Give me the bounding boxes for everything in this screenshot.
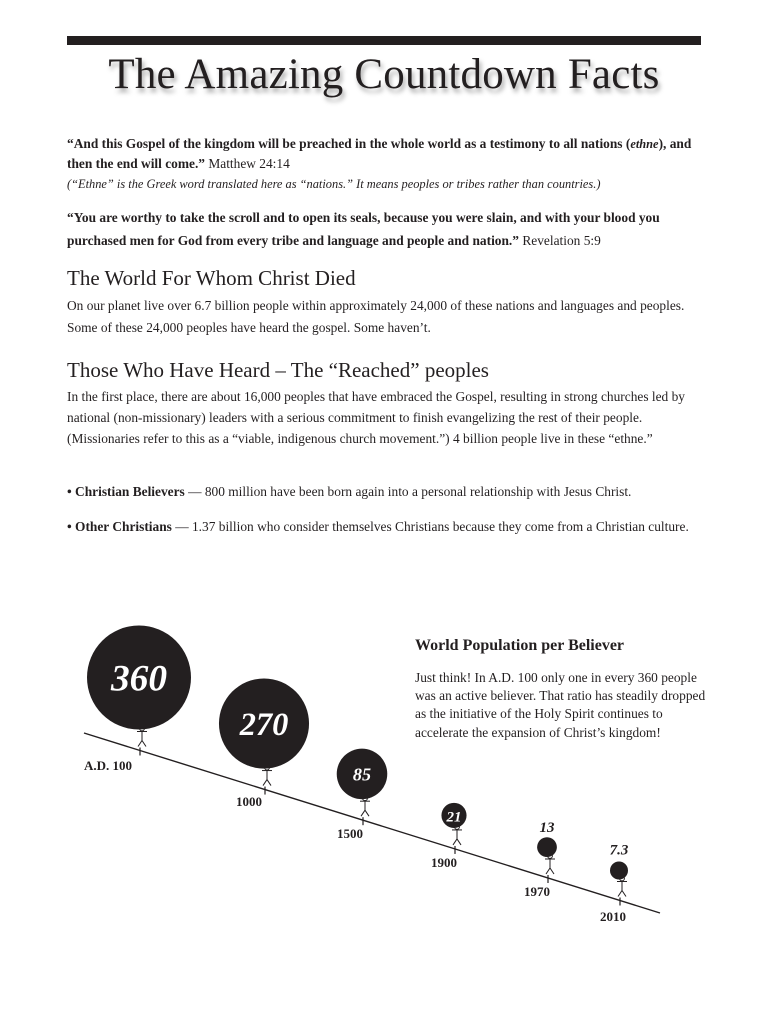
category-label: 1900	[431, 855, 457, 870]
value-label: 13	[539, 820, 555, 837]
stick-figure-leg	[142, 741, 146, 747]
value-ball	[537, 837, 557, 857]
stick-figure-leg	[546, 868, 550, 874]
category-label: 1000	[236, 794, 262, 809]
stick-figure-leg	[138, 741, 142, 747]
value-label: 85	[352, 764, 372, 785]
stick-figure-leg	[622, 891, 626, 897]
bullet1-text: — 800 million have been born again into a personal relationship with Jesus Christ.	[184, 484, 632, 499]
stick-figure-leg	[618, 891, 622, 897]
stick-figure-leg	[453, 839, 457, 845]
stick-figure-leg	[361, 810, 365, 816]
category-label: 1500	[337, 826, 363, 841]
sidebar-heading: World Population per Believer	[415, 637, 625, 654]
category-label: A.D. 100	[84, 758, 133, 773]
stick-figure-leg	[263, 780, 267, 786]
quote1-text-b: ), and then the end will come.”	[67, 136, 692, 171]
stick-figure-leg	[550, 868, 554, 874]
quote1-ethne: ethne	[630, 137, 659, 151]
section2-body: In the first place, there are about 16,000 peoples that have embraced the Gospel, resulting in strong churches led by national (non-missionary) leaders with a serious commitment to finish evangelizing the rest of their people. (Missionaries refer to this as a “viable, indigenous church movement.”) 4 billion people live in these “ethne.”	[67, 389, 685, 446]
category-label: 1970	[524, 884, 550, 899]
value-label: 21	[446, 809, 462, 826]
quote1-text-a: “And this Gospel of the kingdom will be preached in the whole world as a testimony to all nations (	[67, 136, 631, 151]
bullet1-label: • Christian Believers	[67, 484, 185, 499]
page-title: The Amazing Countdown Facts	[108, 51, 660, 98]
stick-figure-leg	[457, 839, 461, 845]
stick-figure-leg	[365, 810, 369, 816]
quote1-reference: Matthew 24:14	[205, 156, 290, 171]
value-label: 270	[239, 706, 289, 743]
value-label: 360	[110, 658, 168, 700]
value-label: 7.3	[609, 842, 629, 859]
quote2-reference: Revelation 5:9	[518, 233, 601, 248]
section2-heading: Those Who Have Heard – The “Reached” peoples	[67, 358, 489, 382]
quote2-text: “You are worthy to take the scroll and to open its seals, because you were slain, and with your blood you purchased men for God from every tribe and language and people and nation.”	[67, 210, 660, 248]
bullet2-label: • Other Christians	[67, 519, 172, 534]
category-label: 2010	[600, 909, 626, 924]
value-ball	[610, 862, 628, 880]
stick-figure-leg	[267, 780, 271, 786]
section1-body: On our planet live over 6.7 billion people within approximately 24,000 of these nations and languages and peoples. Some of these 24,000 peoples have heard the gospel. Some haven’t.	[67, 298, 685, 335]
section1-heading: The World For Whom Christ Died	[67, 266, 356, 290]
bullet2-text: — 1.37 billion who consider themselves Christians because they come from a Christian culture.	[171, 519, 689, 534]
quote1-note: (“Ethne” is the Greek word translated here as “nations.” It means peoples or tribes rather than countries.)	[67, 177, 601, 191]
sidebar-body: Just think! In A.D. 100 only one in every 360 people was an active believer. That ratio has steadily dropped as the initiative of the Holy Spirit continues to accelerate the expansion of Christ’s kingdom!	[415, 670, 706, 740]
